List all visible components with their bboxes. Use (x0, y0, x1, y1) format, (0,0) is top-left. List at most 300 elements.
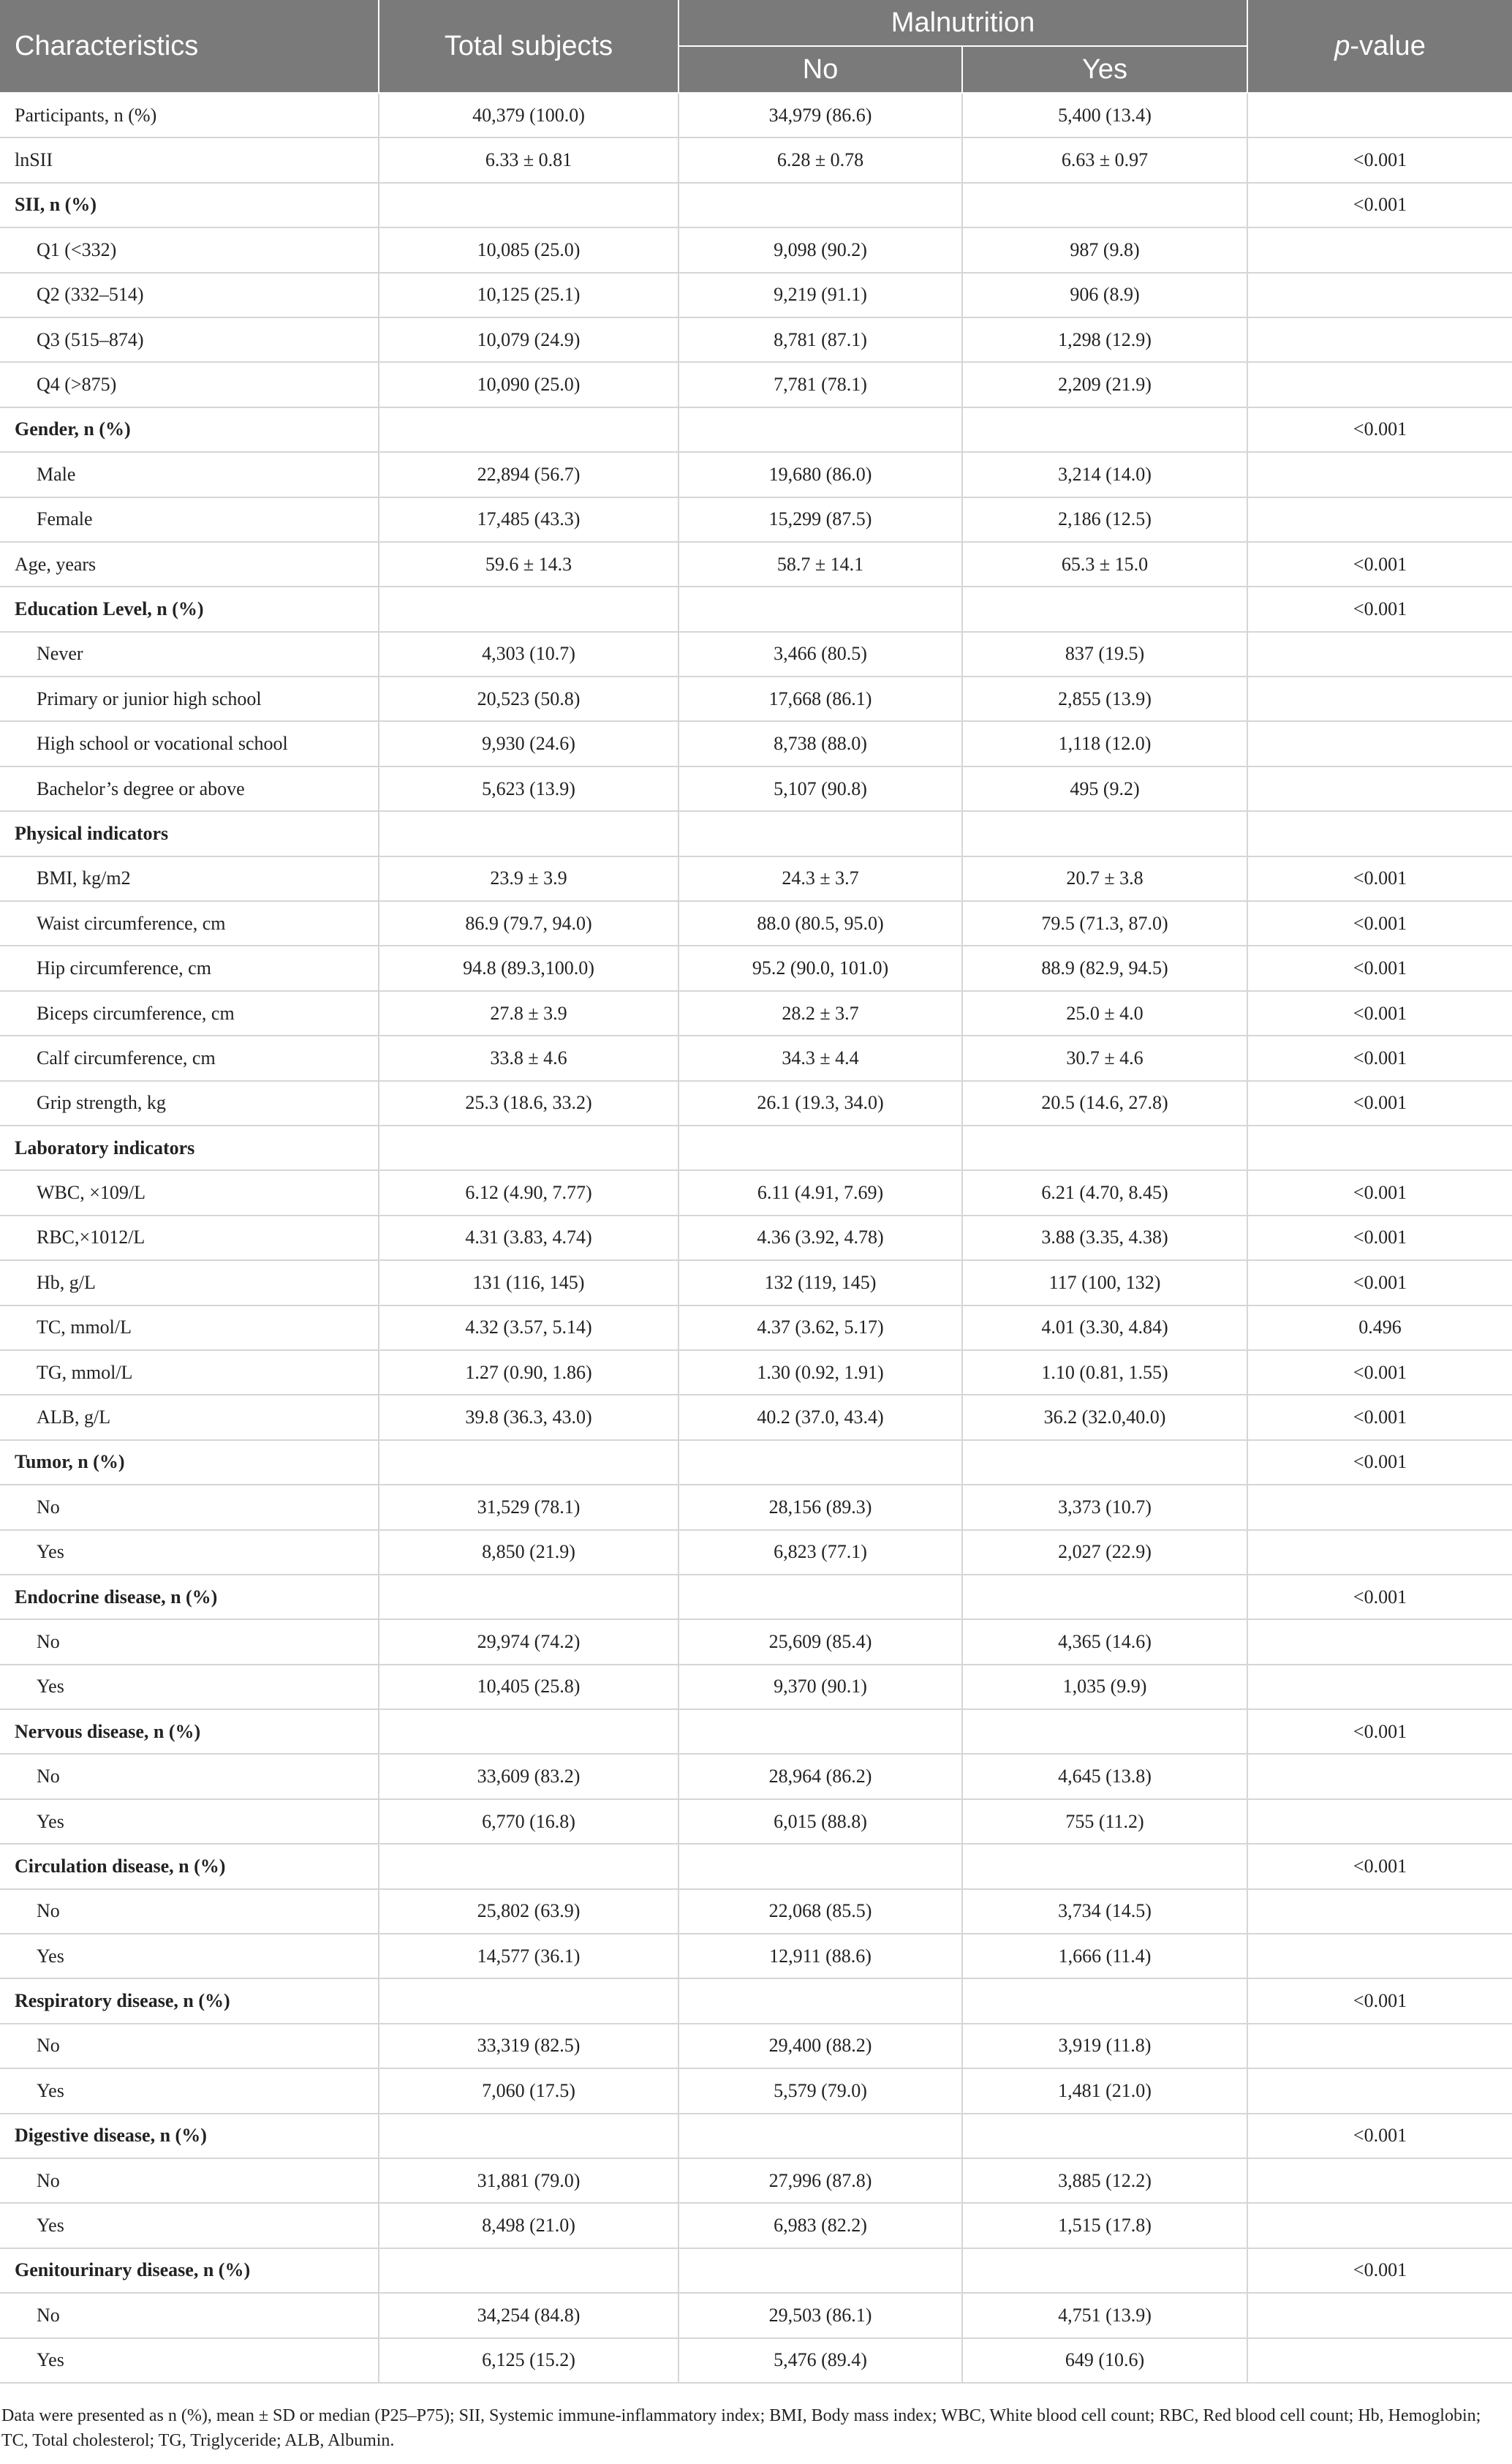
row-label: Genitourinary disease, n (%) (0, 2248, 379, 2293)
cell-total: 131 (116, 145) (379, 1260, 678, 1305)
cell-p-value (1247, 2338, 1512, 2383)
table-row (0, 362, 1512, 407)
cell-p-value: <0.001 (1247, 1081, 1512, 1126)
table-row (0, 2203, 1512, 2248)
table-row (0, 1216, 1512, 1260)
cell-p-value: 0.496 (1247, 1306, 1512, 1350)
cell-p-value (1247, 2203, 1512, 2248)
table-row (0, 227, 1512, 272)
table-row (0, 93, 1512, 137)
cell-malnutrition-yes: 4,751 (13.9) (962, 2293, 1247, 2337)
cell-malnutrition-yes: 20.5 (14.6, 27.8) (962, 1081, 1247, 1126)
cell-malnutrition-yes: 6.21 (4.70, 8.45) (962, 1170, 1247, 1215)
cell-p-value (1247, 766, 1512, 811)
cell-p-value: <0.001 (1247, 542, 1512, 587)
cell-total: 59.6 ± 14.3 (379, 542, 678, 587)
row-label: Digestive disease, n (%) (0, 2114, 379, 2158)
row-label: Grip strength, kg (0, 1081, 379, 1126)
table-row (0, 2024, 1512, 2068)
header-malnutrition-yes: Yes (962, 46, 1247, 93)
cell-malnutrition-no (678, 1978, 962, 2023)
cell-malnutrition-no: 28,964 (86.2) (678, 1754, 962, 1798)
table-row (0, 2114, 1512, 2158)
cell-malnutrition-no: 95.2 (90.0, 101.0) (678, 946, 962, 990)
row-label: Education Level, n (%) (0, 587, 379, 631)
cell-malnutrition-no: 5,579 (79.0) (678, 2068, 962, 2113)
cell-malnutrition-no: 4.36 (3.92, 4.78) (678, 1216, 962, 1260)
row-label: No (0, 1485, 379, 1529)
cell-malnutrition-no: 58.7 ± 14.1 (678, 542, 962, 587)
cell-p-value (1247, 93, 1512, 137)
row-label: Yes (0, 1665, 379, 1709)
table-row (0, 2338, 1512, 2383)
table-row (0, 856, 1512, 901)
cell-malnutrition-no: 6,823 (77.1) (678, 1530, 962, 1575)
cell-malnutrition-no: 25,609 (85.4) (678, 1619, 962, 1664)
cell-malnutrition-yes: 1,515 (17.8) (962, 2203, 1247, 2248)
cell-malnutrition-yes (962, 407, 1247, 452)
cell-total: 29,974 (74.2) (379, 1619, 678, 1664)
cell-total: 22,894 (56.7) (379, 452, 678, 497)
row-label: Tumor, n (%) (0, 1440, 379, 1485)
cell-malnutrition-no: 34.3 ± 4.4 (678, 1036, 962, 1080)
cell-p-value (1247, 317, 1512, 362)
cell-malnutrition-no: 132 (119, 145) (678, 1260, 962, 1305)
cell-total (379, 811, 678, 856)
cell-p-value (1247, 2293, 1512, 2337)
cell-malnutrition-no: 29,503 (86.1) (678, 2293, 962, 2337)
cell-malnutrition-yes: 2,186 (12.5) (962, 497, 1247, 542)
cell-p-value (1247, 721, 1512, 766)
cell-malnutrition-no (678, 587, 962, 631)
table-row (0, 1978, 1512, 2023)
cell-p-value: <0.001 (1247, 1978, 1512, 2023)
row-label: Female (0, 497, 379, 542)
row-label: WBC, ×109/L (0, 1170, 379, 1215)
row-label: Circulation disease, n (%) (0, 1844, 379, 1888)
row-label: Gender, n (%) (0, 407, 379, 452)
cell-malnutrition-no: 6.28 ± 0.78 (678, 137, 962, 182)
cell-total: 27.8 ± 3.9 (379, 991, 678, 1036)
row-label: lnSII (0, 137, 379, 182)
cell-malnutrition-yes (962, 1978, 1247, 2023)
table-row (0, 1485, 1512, 1529)
header-total-subjects: Total subjects (379, 0, 678, 93)
table-header (0, 0, 1512, 93)
table-row (0, 1260, 1512, 1305)
cell-p-value: <0.001 (1247, 2114, 1512, 2158)
cell-p-value: <0.001 (1247, 1844, 1512, 1888)
cell-p-value: <0.001 (1247, 856, 1512, 901)
cell-malnutrition-yes (962, 183, 1247, 227)
cell-malnutrition-yes: 649 (10.6) (962, 2338, 1247, 2383)
row-label: Bachelor’s degree or above (0, 766, 379, 811)
cell-p-value (1247, 273, 1512, 317)
cell-p-value (1247, 2158, 1512, 2203)
table-row (0, 2293, 1512, 2337)
cell-malnutrition-no: 8,781 (87.1) (678, 317, 962, 362)
cell-malnutrition-no: 34,979 (86.6) (678, 93, 962, 137)
row-label: Male (0, 452, 379, 497)
row-label: Laboratory indicators (0, 1126, 379, 1170)
cell-total: 39.8 (36.3, 43.0) (379, 1395, 678, 1439)
cell-malnutrition-yes: 1,118 (12.0) (962, 721, 1247, 766)
cell-malnutrition-yes: 30.7 ± 4.6 (962, 1036, 1247, 1080)
header-characteristics: Characteristics (0, 0, 379, 93)
table-row (0, 677, 1512, 721)
row-label: Biceps circumference, cm (0, 991, 379, 1036)
cell-total: 25,802 (63.9) (379, 1889, 678, 1934)
cell-malnutrition-no: 5,107 (90.8) (678, 766, 962, 811)
cell-total: 4.31 (3.83, 4.74) (379, 1216, 678, 1260)
table-row (0, 1799, 1512, 1844)
cell-malnutrition-no: 9,219 (91.1) (678, 273, 962, 317)
cell-malnutrition-no: 88.0 (80.5, 95.0) (678, 901, 962, 946)
cell-malnutrition-no: 24.3 ± 3.7 (678, 856, 962, 901)
cell-malnutrition-yes: 4.01 (3.30, 4.84) (962, 1306, 1247, 1350)
cell-malnutrition-yes: 755 (11.2) (962, 1799, 1247, 1844)
cell-p-value: <0.001 (1247, 1036, 1512, 1080)
table-row (0, 1934, 1512, 1978)
cell-p-value (1247, 677, 1512, 721)
table-row (0, 1889, 1512, 1934)
table-row (0, 1395, 1512, 1439)
row-label: Endocrine disease, n (%) (0, 1575, 379, 1619)
cell-p-value (1247, 811, 1512, 856)
table-row (0, 811, 1512, 856)
row-label: Age, years (0, 542, 379, 587)
cell-total (379, 1709, 678, 1754)
cell-p-value (1247, 2068, 1512, 2113)
cell-p-value (1247, 2024, 1512, 2068)
cell-total: 31,881 (79.0) (379, 2158, 678, 2203)
cell-malnutrition-no: 1.30 (0.92, 1.91) (678, 1350, 962, 1395)
cell-malnutrition-no: 27,996 (87.8) (678, 2158, 962, 2203)
cell-malnutrition-no (678, 2248, 962, 2293)
row-label: Waist circumference, cm (0, 901, 379, 946)
cell-malnutrition-yes: 1,666 (11.4) (962, 1934, 1247, 1978)
row-label: Participants, n (%) (0, 93, 379, 137)
row-label: Q1 (<332) (0, 227, 379, 272)
cell-total (379, 1126, 678, 1170)
row-label: Yes (0, 2338, 379, 2383)
cell-p-value (1247, 362, 1512, 407)
table-row (0, 1754, 1512, 1798)
cell-malnutrition-yes (962, 2114, 1247, 2158)
cell-total: 5,623 (13.9) (379, 766, 678, 811)
cell-p-value: <0.001 (1247, 1575, 1512, 1619)
table-row (0, 2158, 1512, 2203)
cell-total: 4,303 (10.7) (379, 632, 678, 677)
row-label: Never (0, 632, 379, 677)
table-row (0, 632, 1512, 677)
row-label: TC, mmol/L (0, 1306, 379, 1350)
cell-p-value (1247, 1126, 1512, 1170)
table-row (0, 1081, 1512, 1126)
cell-malnutrition-yes: 3.88 (3.35, 4.38) (962, 1216, 1247, 1260)
row-label: TG, mmol/L (0, 1350, 379, 1395)
cell-malnutrition-yes: 5,400 (13.4) (962, 93, 1247, 137)
cell-total: 4.32 (3.57, 5.14) (379, 1306, 678, 1350)
cell-malnutrition-yes: 3,373 (10.7) (962, 1485, 1247, 1529)
cell-malnutrition-no: 3,466 (80.5) (678, 632, 962, 677)
cell-p-value (1247, 497, 1512, 542)
cell-p-value (1247, 1530, 1512, 1575)
table-row (0, 721, 1512, 766)
cell-p-value: <0.001 (1247, 946, 1512, 990)
cell-malnutrition-yes: 3,885 (12.2) (962, 2158, 1247, 2203)
cell-total: 86.9 (79.7, 94.0) (379, 901, 678, 946)
table-row (0, 587, 1512, 631)
cell-p-value: <0.001 (1247, 1216, 1512, 1260)
row-label: No (0, 2293, 379, 2337)
cell-total: 1.27 (0.90, 1.86) (379, 1350, 678, 1395)
row-label: No (0, 1754, 379, 1798)
cell-total: 23.9 ± 3.9 (379, 856, 678, 901)
cell-total: 10,090 (25.0) (379, 362, 678, 407)
cell-p-value (1247, 1889, 1512, 1934)
cell-malnutrition-yes: 495 (9.2) (962, 766, 1247, 811)
cell-malnutrition-no: 5,476 (89.4) (678, 2338, 962, 2383)
cell-total (379, 2114, 678, 2158)
cell-malnutrition-yes: 3,734 (14.5) (962, 1889, 1247, 1934)
row-label: Physical indicators (0, 811, 379, 856)
table-row (0, 2248, 1512, 2293)
cell-malnutrition-yes: 65.3 ± 15.0 (962, 542, 1247, 587)
cell-malnutrition-yes: 36.2 (32.0,40.0) (962, 1395, 1247, 1439)
cell-malnutrition-no: 6,983 (82.2) (678, 2203, 962, 2248)
cell-total: 10,079 (24.9) (379, 317, 678, 362)
cell-malnutrition-no (678, 1126, 962, 1170)
cell-p-value: <0.001 (1247, 1260, 1512, 1305)
row-label: High school or vocational school (0, 721, 379, 766)
cell-total (379, 183, 678, 227)
cell-total: 8,850 (21.9) (379, 1530, 678, 1575)
cell-total: 6.33 ± 0.81 (379, 137, 678, 182)
row-label: Yes (0, 1934, 379, 1978)
cell-malnutrition-yes: 837 (19.5) (962, 632, 1247, 677)
header-malnutrition-no: No (678, 46, 962, 93)
cell-total: 17,485 (43.3) (379, 497, 678, 542)
table-row (0, 946, 1512, 990)
row-label: BMI, kg/m2 (0, 856, 379, 901)
table-row (0, 1844, 1512, 1888)
cell-malnutrition-no (678, 1440, 962, 1485)
cell-total: 20,523 (50.8) (379, 677, 678, 721)
table-row (0, 1350, 1512, 1395)
table-row (0, 901, 1512, 946)
table-row (0, 1530, 1512, 1575)
cell-total: 7,060 (17.5) (379, 2068, 678, 2113)
cell-malnutrition-yes: 2,855 (13.9) (962, 677, 1247, 721)
cell-total (379, 1844, 678, 1888)
cell-malnutrition-yes (962, 1844, 1247, 1888)
table-row (0, 1619, 1512, 1664)
cell-total: 34,254 (84.8) (379, 2293, 678, 2337)
cell-p-value (1247, 227, 1512, 272)
cell-p-value (1247, 1619, 1512, 1664)
header-malnutrition: Malnutrition (678, 0, 1247, 46)
row-label: Yes (0, 2203, 379, 2248)
cell-malnutrition-yes: 117 (100, 132) (962, 1260, 1247, 1305)
cell-total: 6.12 (4.90, 7.77) (379, 1170, 678, 1215)
cell-p-value: <0.001 (1247, 1350, 1512, 1395)
cell-total: 9,930 (24.6) (379, 721, 678, 766)
cell-malnutrition-no (678, 811, 962, 856)
cell-malnutrition-no: 40.2 (37.0, 43.4) (678, 1395, 962, 1439)
row-label: No (0, 1889, 379, 1934)
table-row (0, 317, 1512, 362)
cell-total: 25.3 (18.6, 33.2) (379, 1081, 678, 1126)
cell-malnutrition-no: 26.1 (19.3, 34.0) (678, 1081, 962, 1126)
table-row (0, 1036, 1512, 1080)
cell-total (379, 1978, 678, 2023)
cell-malnutrition-yes (962, 1709, 1247, 1754)
row-label: Calf circumference, cm (0, 1036, 379, 1080)
cell-malnutrition-no (678, 2114, 962, 2158)
row-label: Primary or junior high school (0, 677, 379, 721)
table-row (0, 497, 1512, 542)
row-label: Q3 (515–874) (0, 317, 379, 362)
cell-malnutrition-no: 28,156 (89.3) (678, 1485, 962, 1529)
cell-p-value (1247, 1665, 1512, 1709)
cell-total: 31,529 (78.1) (379, 1485, 678, 1529)
row-label: Hb, g/L (0, 1260, 379, 1305)
table-row (0, 1440, 1512, 1485)
cell-malnutrition-yes: 3,919 (11.8) (962, 2024, 1247, 2068)
cell-p-value: <0.001 (1247, 1440, 1512, 1485)
cell-malnutrition-yes: 1,298 (12.9) (962, 317, 1247, 362)
cell-malnutrition-yes: 906 (8.9) (962, 273, 1247, 317)
row-label: No (0, 2024, 379, 2068)
cell-malnutrition-yes (962, 1440, 1247, 1485)
row-label: No (0, 2158, 379, 2203)
cell-p-value (1247, 1799, 1512, 1844)
cell-malnutrition-no: 12,911 (88.6) (678, 1934, 962, 1978)
cell-malnutrition-no: 7,781 (78.1) (678, 362, 962, 407)
cell-p-value: <0.001 (1247, 1709, 1512, 1754)
cell-malnutrition-yes: 987 (9.8) (962, 227, 1247, 272)
cell-total: 94.8 (89.3,100.0) (379, 946, 678, 990)
cell-total: 33.8 ± 4.6 (379, 1036, 678, 1080)
table-row (0, 1665, 1512, 1709)
table-row (0, 183, 1512, 227)
table-row (0, 1126, 1512, 1170)
header-p-value: p-value (1247, 0, 1512, 93)
cell-malnutrition-no: 19,680 (86.0) (678, 452, 962, 497)
cell-total (379, 2248, 678, 2293)
table-row (0, 1306, 1512, 1350)
row-label: Q4 (>875) (0, 362, 379, 407)
cell-malnutrition-yes (962, 811, 1247, 856)
table-row (0, 137, 1512, 182)
cell-p-value: <0.001 (1247, 137, 1512, 182)
row-label: Yes (0, 1530, 379, 1575)
row-label: Hip circumference, cm (0, 946, 379, 990)
row-label: Nervous disease, n (%) (0, 1709, 379, 1754)
row-label: ALB, g/L (0, 1395, 379, 1439)
cell-p-value: <0.001 (1247, 587, 1512, 631)
table-row (0, 1575, 1512, 1619)
row-label: RBC,×1012/L (0, 1216, 379, 1260)
row-label: Q2 (332–514) (0, 273, 379, 317)
row-label: Yes (0, 1799, 379, 1844)
cell-total (379, 1440, 678, 1485)
cell-malnutrition-yes: 3,214 (14.0) (962, 452, 1247, 497)
cell-total: 10,085 (25.0) (379, 227, 678, 272)
cell-p-value: <0.001 (1247, 1395, 1512, 1439)
cell-malnutrition-no: 6,015 (88.8) (678, 1799, 962, 1844)
cell-total: 10,405 (25.8) (379, 1665, 678, 1709)
cell-p-value: <0.001 (1247, 183, 1512, 227)
table-body (0, 93, 1512, 2383)
cell-malnutrition-no: 28.2 ± 3.7 (678, 991, 962, 1036)
cell-malnutrition-yes: 4,645 (13.8) (962, 1754, 1247, 1798)
row-label: SII, n (%) (0, 183, 379, 227)
cell-malnutrition-no: 17,668 (86.1) (678, 677, 962, 721)
cell-malnutrition-yes (962, 1575, 1247, 1619)
cell-malnutrition-no: 29,400 (88.2) (678, 2024, 962, 2068)
cell-total: 14,577 (36.1) (379, 1934, 678, 1978)
cell-malnutrition-yes: 2,027 (22.9) (962, 1530, 1247, 1575)
cell-p-value: <0.001 (1247, 901, 1512, 946)
cell-p-value: <0.001 (1247, 407, 1512, 452)
table-row (0, 273, 1512, 317)
table-row (0, 766, 1512, 811)
cell-total (379, 1575, 678, 1619)
cell-p-value (1247, 1754, 1512, 1798)
cell-malnutrition-yes: 25.0 ± 4.0 (962, 991, 1247, 1036)
cell-p-value: <0.001 (1247, 991, 1512, 1036)
cell-malnutrition-no: 15,299 (87.5) (678, 497, 962, 542)
cell-malnutrition-no (678, 183, 962, 227)
cell-p-value (1247, 452, 1512, 497)
cell-malnutrition-no: 9,370 (90.1) (678, 1665, 962, 1709)
table-row (0, 407, 1512, 452)
cell-malnutrition-yes: 1.10 (0.81, 1.55) (962, 1350, 1247, 1395)
cell-malnutrition-no (678, 1709, 962, 1754)
cell-malnutrition-no: 8,738 (88.0) (678, 721, 962, 766)
cell-total: 33,319 (82.5) (379, 2024, 678, 2068)
row-label: Yes (0, 2068, 379, 2113)
cell-p-value (1247, 632, 1512, 677)
table-row (0, 542, 1512, 587)
cell-p-value (1247, 1934, 1512, 1978)
cell-malnutrition-yes (962, 587, 1247, 631)
row-label: No (0, 1619, 379, 1664)
table-row (0, 1170, 1512, 1215)
cell-total: 6,770 (16.8) (379, 1799, 678, 1844)
cell-malnutrition-yes: 20.7 ± 3.8 (962, 856, 1247, 901)
cell-total: 40,379 (100.0) (379, 93, 678, 137)
cell-malnutrition-yes: 4,365 (14.6) (962, 1619, 1247, 1664)
table-footnote: Data were presented as n (%), mean ± SD or median (P25–P75); SII, Systemic immune-inflammatory index; BMI, Body mass index; WBC, White blood cell count; RBC, Red blood cell count; Hb, Hemoglobin; TC, Total cholesterol; TG, Triglyceride; ALB, Albumin. (1, 2406, 1481, 2450)
cell-malnutrition-no (678, 1575, 962, 1619)
cell-malnutrition-yes: 1,481 (21.0) (962, 2068, 1247, 2113)
cell-total: 10,125 (25.1) (379, 273, 678, 317)
cell-malnutrition-yes (962, 2248, 1247, 2293)
cell-p-value: <0.001 (1247, 2248, 1512, 2293)
table-row (0, 2068, 1512, 2113)
cell-p-value (1247, 1485, 1512, 1529)
cell-malnutrition-no: 9,098 (90.2) (678, 227, 962, 272)
cell-malnutrition-no (678, 1844, 962, 1888)
cell-malnutrition-yes (962, 1126, 1247, 1170)
cell-total (379, 587, 678, 631)
cell-total: 33,609 (83.2) (379, 1754, 678, 1798)
cell-malnutrition-no: 6.11 (4.91, 7.69) (678, 1170, 962, 1215)
table-row (0, 991, 1512, 1036)
